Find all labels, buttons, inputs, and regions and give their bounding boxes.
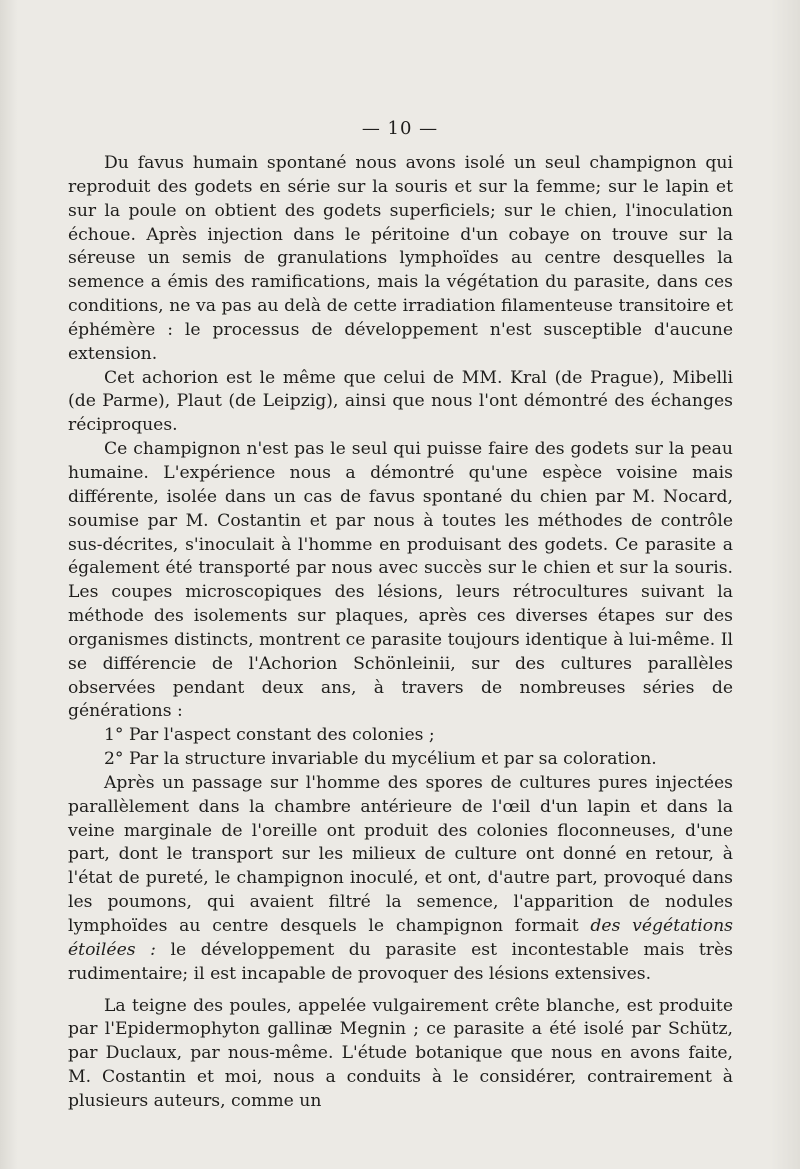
paragraph-text: Cet achorion est le même que celui de MM. Kral (de Prague), Mibelli (de Parme), Plaut (de Leipzig), ainsi que nous l'ont démontré des échanges réciproques. [68,367,733,436]
paragraph-text: le développement du parasite est incontestable mais très rudimentaire; il est incapable de provoquer des lésions extensives. [68,939,733,984]
paragraph-text: La teigne des poules, appelée vulgairement crête blanche, est produite par l'Epidermophyton gallinæ Megnin ; ce parasite a été isolé par Schütz, par Duclaux, par nous-même. L'étude botanique que nous en avons faite, M. Costantin et moi, nous a conduits à le considérer, contrairement à plusieurs auteurs, comme un [68,995,733,1111]
paragraph [68,748,733,772]
paragraph [68,438,733,724]
paragraph [68,995,733,1114]
page-number: — 10 — [361,118,439,139]
italic-text: des végétations étoilées : [68,916,733,960]
paragraph [68,772,733,987]
paragraph [68,152,733,367]
paragraph [68,724,733,748]
paragraph-text: Ce champignon n'est pas le seul qui puisse faire des godets sur la peau humaine. L'expérience nous a démontré qu'une espèce voisine mais différente, isolée dans un cas de favus spontané du chien par M. Nocard, soumise par M. Costantin et par nous à toutes les méthodes de contrôle sus-décrites, s'inoculait à l'homme en produisant des godets. Ce parasite a également été transporté par nous avec succès sur le chien et sur la souris. Les coupes microscopiques des lésions, leurs rétrocultures suivant la méthode des isolements sur plaques, après ces diverses étapes sur des organismes distincts, montrent ce parasite toujours identique à lui-même. Il se différencie de l'Achorion Schönleinii, sur des cultures parallèles observées pendant deux ans, à travers de nombreuses séries de générations : [68,439,733,722]
paragraph-text: 1° Par l'aspect constant des colonies ; [104,725,435,746]
paragraph-text: Du favus humain spontané nous avons isolé un seul champignon qui reproduit des godets en série sur la souris et sur la femme; sur le lapin et sur la poule on obtient des godets superficiels; sur le chien, l'inoculation échoue. Après injection dans le péritoine d'un cobaye on trouve sur la séreuse un semis de granulations lymphoïdes au centre desquelles la semence a émis des ramifications, mais la végétation du parasite, dans ces conditions, ne va pas au delà de cette irradiation filamenteuse transitoire et éphémère : le processus de développement n'est susceptible d'aucune extension. [68,153,733,364]
paragraph [68,367,733,439]
paragraph-text: 2° Par la structure invariable du mycélium et par sa coloration. [104,749,657,770]
body-text [68,152,733,1114]
paragraph-text: Après un passage sur l'homme des spores de cultures pures injectées parallèlement dans la chambre antérieure de l'œil d'un lapin et dans la veine marginale de l'oreille ont produit des colonies floconneuses, d'une part, dont le transport sur les milieux de culture ont donné en retour, à l'état de pureté, le champignon inoculé, et ont, d'autre part, provoqué dans les poumons, qui avaient filtré la semence, l'apparition de nodules lymphoïdes au centre desquels le champignon formait [68,772,733,936]
